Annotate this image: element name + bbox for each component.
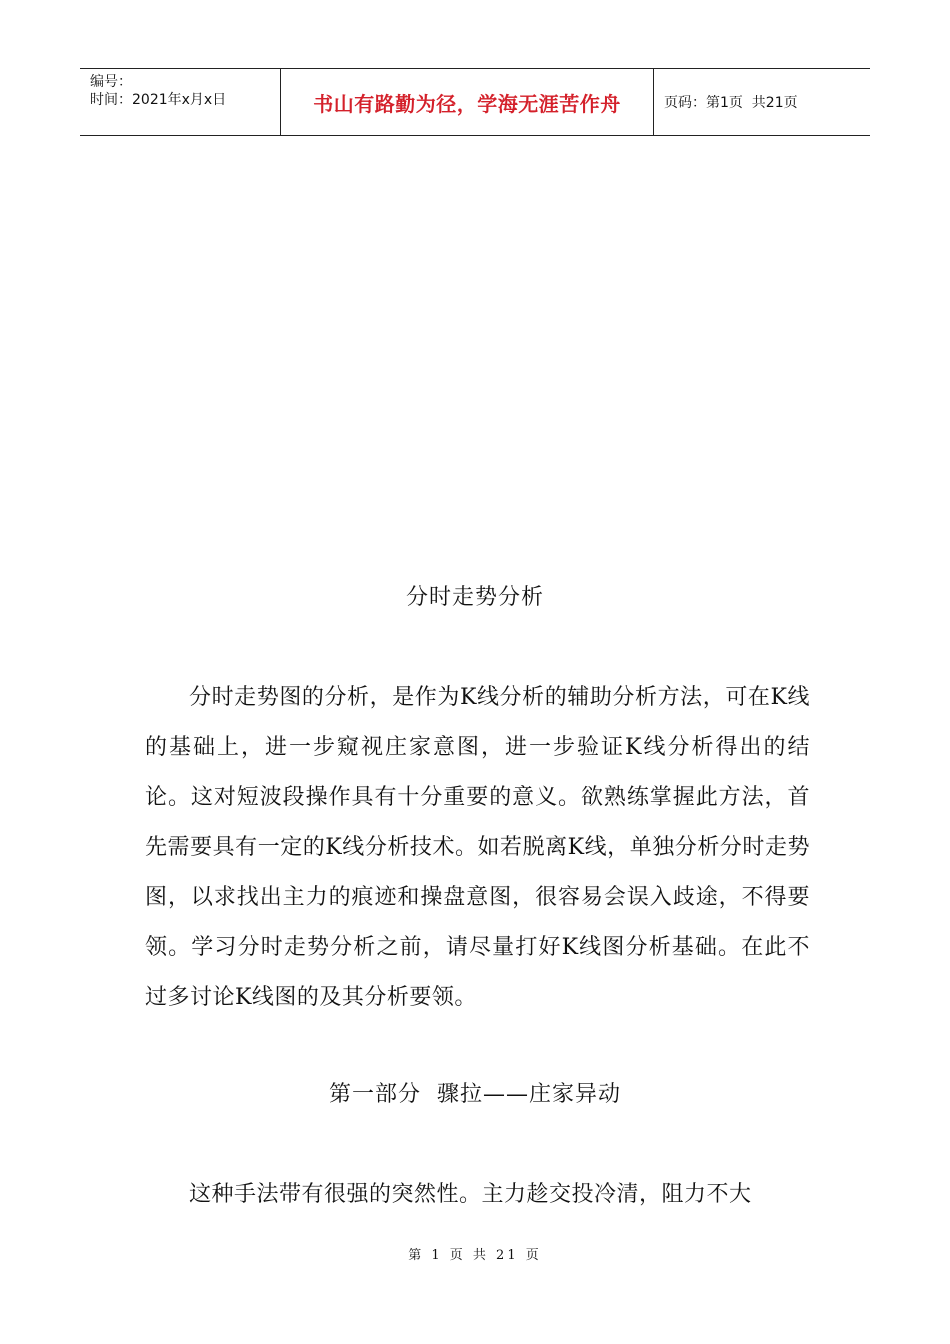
- header-meta-cell: [80, 69, 281, 135]
- date-label: 时间：2021年x月x日: [90, 92, 227, 108]
- serial-number-label: 编号：: [90, 74, 132, 90]
- page-footer: 第 1 页 共 21 页: [408, 1248, 542, 1263]
- document-header: [80, 68, 870, 136]
- header-page-info: 页码：第1页 共21页: [664, 95, 798, 111]
- section-paragraph: 这种手法带有很强的突然性。主力趁交投冷清，阻力不大: [189, 1182, 752, 1207]
- intro-paragraph: 分时走势图的分析，是作为K线分析的辅助分析方法，可在K线的基础上，进一步窥视庄家意图，进一步验证K线分析得出的结论。这对短波段操作具有十分重要的意义。欲熟练掌握此方法，首先需要具有一定的K线分析技术。如若脱离K线，单独分析分时走势图，以求找出主力的痕迹和操盘意图，很容易会误入歧途，不得要领。学习分时走势分析之前，请尽量打好K线图分析基础。在此不过多讨论K线图的及其分析要领。: [145, 685, 810, 1010]
- header-motto: 书山有路勤为径，学海无涯苦作舟: [281, 69, 654, 135]
- document-title: 分时走势分析: [405, 585, 544, 610]
- section-heading: 第一部分 骤拉——庄家异动: [329, 1082, 621, 1107]
